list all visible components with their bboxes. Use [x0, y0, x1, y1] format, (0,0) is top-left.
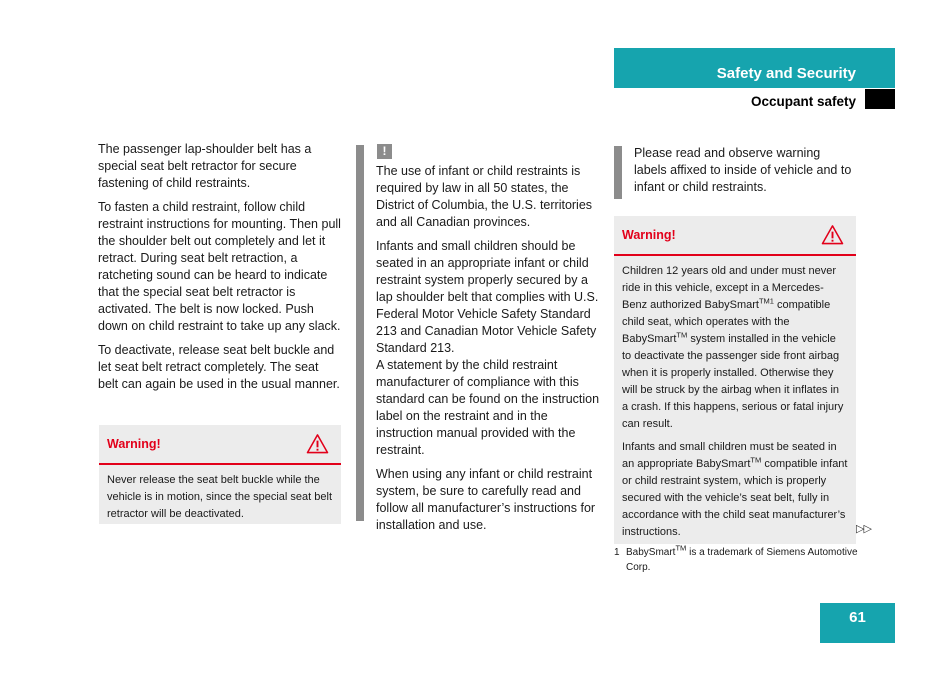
- footnote-number: 1: [614, 547, 620, 558]
- warning-triangle-icon: [306, 433, 329, 454]
- continue-arrow-icon: ▷▷: [856, 523, 871, 535]
- info-bar: [614, 146, 622, 199]
- paragraph: Please read and observe warning labels affixed to inside of vehicle and to infant or child restraints.: [634, 146, 852, 194]
- page-number: 61: [849, 609, 866, 626]
- warning-header: [99, 425, 341, 465]
- warning-box: [614, 216, 856, 544]
- column-middle: [376, 163, 600, 541]
- paragraph: A statement by the child restraint manufacturer of compliance with this standard can be found on the instruction label on the restraint and in the instruction manual provided with the restraint.: [376, 358, 600, 457]
- warning-paragraph: Children 12 years old and under must never ride in this vehicle, except in a Mercedes-Benz authorized BabySmart$^{TM1}$ compatible child seat, which operates with the BabySmart™ system installed in the vehicle to deactivate the passenger side front airbag when it is properly installed. Otherwise they will be struck by the airbag when it inflates in a crash. If this happens, serious or fatal injury can result.: [622, 265, 844, 430]
- subsection-header: [614, 89, 895, 109]
- warning-header: [614, 216, 856, 256]
- warning-title: Warning!: [622, 228, 676, 242]
- warning-text: [614, 256, 856, 553]
- subsection-marker: [865, 89, 895, 109]
- section-title: Safety and Security: [716, 65, 856, 82]
- column-right-intro: [634, 145, 856, 203]
- footnote-text: BabySmart™ is a trademark of Siemens Automotive Corp.: [626, 543, 858, 573]
- subsection-title: Occupant safety: [750, 94, 856, 109]
- paragraph: Infants and small children should be seated in an appropriate infant or child restraint system properly secured by a lap shoulder belt that complies with U.S. Federal Motor Vehicle Safety Standard 213 and Canadian Motor Vehicle Safety Standard 213.: [376, 239, 599, 355]
- paragraph: When using any infant or child restraint system, be sure to carefully read and follow all manufacturer’s instructions for installation and use.: [376, 467, 596, 532]
- notice-bar: [356, 145, 364, 521]
- section-header: [614, 48, 895, 88]
- paragraph: The passenger lap-shoulder belt has a special seat belt retractor for secure fastening of child restraints.: [98, 142, 312, 190]
- warning-triangle-icon: [821, 224, 844, 245]
- exclamation-square-icon: !: [377, 144, 392, 159]
- warning-text: Never release the seat belt buckle while the vehicle is in motion, since the special seat belt retractor will be deactivated.: [107, 474, 333, 520]
- paragraph: To deactivate, release seat belt buckle and let seat belt retract completely. The seat belt can again be used in the usual manner.: [98, 343, 340, 391]
- paragraph: To fasten a child restraint, follow child restraint instructions for mounting. Then pull the shoulder belt out completely and let it retract. During seat belt retraction, a ratcheting sound can be heard to indicate that the special seat belt retractor is activated. The belt is now locked. Push down on child restraint to take up any slack.: [98, 200, 341, 333]
- footnote: [614, 545, 858, 575]
- paragraph: The use of infant or child restraints is required by law in all 50 states, the District of Columbia, the U.S. territories and all Canadian provinces.: [376, 164, 593, 229]
- warning-paragraph: Infants and small children must be seated in an appropriate BabySmart™ compatible infant or child restraint system, which is properly secured with the vehicle’s seat belt, fully in accordance with the child seat manufacturer’s instructions.: [622, 441, 848, 538]
- page-number-box: [820, 603, 895, 643]
- warning-box: [99, 425, 341, 524]
- warning-title: Warning!: [107, 437, 161, 451]
- column-left: [98, 141, 342, 400]
